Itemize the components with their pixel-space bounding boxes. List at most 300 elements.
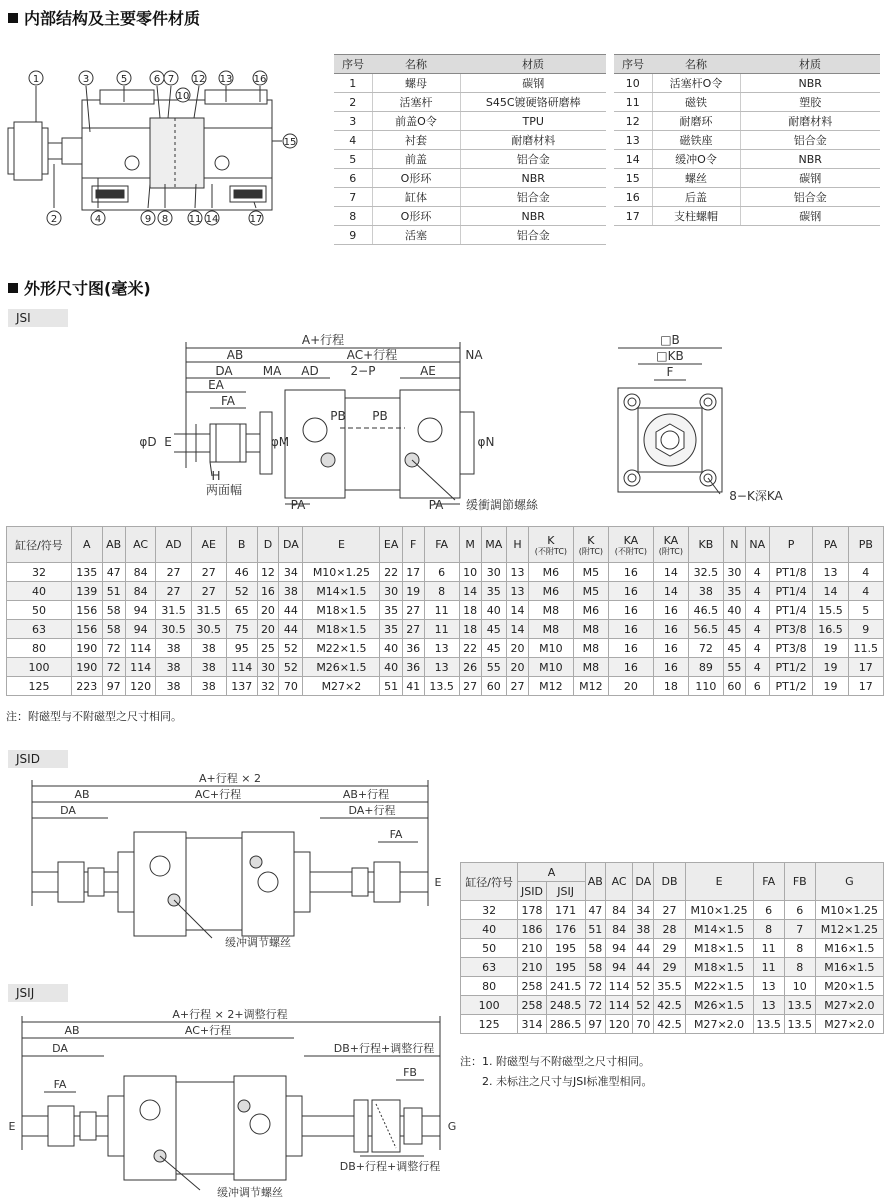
table-cell: 38 <box>156 677 191 696</box>
table-cell: 47 <box>585 901 605 920</box>
material-name: O形环 <box>372 169 460 188</box>
material-spec: 碳钢 <box>460 74 606 93</box>
material-row <box>334 112 606 131</box>
table-cell: M10 <box>528 639 573 658</box>
table-cell: M10×1.25 <box>815 901 883 920</box>
table-row <box>7 582 884 601</box>
table-cell: 44 <box>279 601 303 620</box>
table-cell: 63 <box>7 620 72 639</box>
table-cell: 35 <box>380 601 402 620</box>
table-cell: 18 <box>653 677 688 696</box>
table-cell: 4 <box>848 563 883 582</box>
table-cell: 94 <box>125 601 156 620</box>
material-name: 螺母 <box>372 74 460 93</box>
material-row <box>614 131 880 150</box>
table-cell: 40 <box>461 920 518 939</box>
table-cell: 31.5 <box>156 601 191 620</box>
table-cell: M8 <box>528 620 573 639</box>
svg-text:2−P: 2−P <box>350 364 376 378</box>
table-cell: 41 <box>402 677 424 696</box>
material-no: 7 <box>334 188 372 207</box>
material-name: 磁铁 <box>652 93 740 112</box>
table-cell: M6 <box>528 582 573 601</box>
svg-text:16: 16 <box>253 74 267 85</box>
internal-structure-diagram <box>0 58 310 238</box>
svg-text:φD: φD <box>139 435 157 449</box>
svg-text:A+行程 × 2: A+行程 × 2 <box>199 772 261 785</box>
svg-text:12: 12 <box>192 74 206 85</box>
table-cell: 97 <box>585 1015 605 1034</box>
table-cell: 45 <box>724 620 746 639</box>
table-cell: 27 <box>191 582 226 601</box>
table-cell: 45 <box>481 620 507 639</box>
table-cell: 58 <box>585 939 605 958</box>
table-cell: 52 <box>633 977 654 996</box>
table-cell: 32 <box>7 563 72 582</box>
table-cell: M22×1.5 <box>685 977 753 996</box>
table-cell: 135 <box>71 563 102 582</box>
svg-text:FA: FA <box>220 394 236 408</box>
svg-text:φN: φN <box>477 435 495 449</box>
svg-text:MA: MA <box>262 364 282 378</box>
svg-text:AC+行程: AC+行程 <box>346 348 398 362</box>
table-cell: 114 <box>226 658 257 677</box>
material-no: 17 <box>614 207 652 226</box>
svg-text:11: 11 <box>188 214 202 225</box>
table-cell: M26×1.5 <box>685 996 753 1015</box>
material-spec: 碳钢 <box>740 169 880 188</box>
table-cell: 27 <box>654 901 685 920</box>
table-cell: 210 <box>518 958 546 977</box>
table-cell: 171 <box>546 901 585 920</box>
jsi-side-view-diagram <box>130 328 550 514</box>
material-name: 支柱螺帽 <box>652 207 740 226</box>
column-header: AD <box>156 527 191 563</box>
table-cell: 13 <box>507 582 529 601</box>
table-cell: 11 <box>753 958 784 977</box>
svg-text:E: E <box>164 435 172 449</box>
material-name: 衬套 <box>372 131 460 150</box>
table-cell: 60 <box>724 677 746 696</box>
table-cell: 13 <box>507 563 529 582</box>
material-no: 11 <box>614 93 652 112</box>
table-cell: 84 <box>606 920 633 939</box>
table-row <box>7 601 884 620</box>
table-cell: M16×1.5 <box>815 958 883 977</box>
table-cell: 65 <box>226 601 257 620</box>
table-cell: 10 <box>459 563 481 582</box>
table-cell: 35.5 <box>654 977 685 996</box>
table-cell: 27 <box>507 677 529 696</box>
column-header: 缸径/符号 <box>7 527 72 563</box>
table-row <box>7 620 884 639</box>
table-cell: 30 <box>257 658 279 677</box>
table-cell: 16 <box>608 601 653 620</box>
table-cell: 38 <box>688 582 723 601</box>
table-cell: 11 <box>424 601 459 620</box>
table-cell: 11 <box>424 620 459 639</box>
material-spec: 碳钢 <box>740 207 880 226</box>
table-cell: 10 <box>784 977 815 996</box>
table-cell: 52 <box>279 639 303 658</box>
table-cell: M6 <box>528 563 573 582</box>
table-row <box>461 920 884 939</box>
table-cell: M20×1.5 <box>815 977 883 996</box>
table-cell: 11 <box>753 939 784 958</box>
material-name: 后盖 <box>652 188 740 207</box>
table-row <box>461 977 884 996</box>
column-header: H <box>507 527 529 563</box>
table-cell: 16 <box>257 582 279 601</box>
table-cell: 46.5 <box>688 601 723 620</box>
note-2: 2. 未标注之尺寸与JSI标准型相同。 <box>482 1075 653 1088</box>
table-cell: M8 <box>528 601 573 620</box>
material-no: 9 <box>334 226 372 245</box>
table-cell: 27 <box>156 563 191 582</box>
column-header: FA <box>424 527 459 563</box>
table-cell: 14 <box>507 620 529 639</box>
table-cell: 34 <box>279 563 303 582</box>
table-cell: 84 <box>125 563 156 582</box>
material-row <box>334 131 606 150</box>
table-cell: 5 <box>848 601 883 620</box>
column-header: PB <box>848 527 883 563</box>
svg-text:DA+行程: DA+行程 <box>348 804 396 817</box>
table-cell: 44 <box>633 958 654 977</box>
jsi-note: 注：附磁型与不附磁型之尺寸相同。 <box>6 710 182 723</box>
material-row <box>334 150 606 169</box>
table-cell: 51 <box>585 920 605 939</box>
table-cell: 14 <box>507 601 529 620</box>
table-cell: 38 <box>156 639 191 658</box>
table-row <box>7 677 884 696</box>
table-cell: 6 <box>784 901 815 920</box>
material-row <box>614 74 880 93</box>
table2-notes: 注： 1. 附磁型与不附磁型之尺寸相同。 2. 未标注之尺寸与JSI标准型相同。 <box>460 1052 652 1092</box>
table-cell: 8 <box>784 958 815 977</box>
svg-text:F: F <box>666 365 674 379</box>
jsi-end-view-diagram <box>596 330 796 510</box>
table-cell: 16 <box>608 658 653 677</box>
material-no: 3 <box>334 112 372 131</box>
table-cell: 13 <box>813 563 848 582</box>
table-cell: 38 <box>156 658 191 677</box>
material-no: 2 <box>334 93 372 112</box>
svg-text:DA: DA <box>52 1042 68 1055</box>
table-cell: 27 <box>459 677 481 696</box>
table-cell: M8 <box>573 639 608 658</box>
table-cell: 22 <box>380 563 402 582</box>
svg-text:DA: DA <box>215 364 233 378</box>
svg-text:2: 2 <box>50 214 58 225</box>
table-cell: 55 <box>724 658 746 677</box>
table-cell: 11.5 <box>848 639 883 658</box>
table-cell: 6 <box>745 677 769 696</box>
table-cell: 52 <box>226 582 257 601</box>
table-cell: 16.5 <box>813 620 848 639</box>
table-cell: 47 <box>102 563 125 582</box>
table-cell: 16 <box>608 620 653 639</box>
svg-text:G: G <box>447 1120 457 1133</box>
material-spec: NBR <box>460 169 606 188</box>
table-cell: 72 <box>585 977 605 996</box>
table-cell: 210 <box>518 939 546 958</box>
table-cell: 17 <box>848 677 883 696</box>
svg-text:NA: NA <box>465 348 483 362</box>
table-cell: 27 <box>191 563 226 582</box>
table-cell: 72 <box>102 658 125 677</box>
table-cell: 100 <box>7 658 72 677</box>
table-cell: 114 <box>125 658 156 677</box>
table-cell: 38 <box>633 920 654 939</box>
table-cell: 195 <box>546 939 585 958</box>
table-cell: 72 <box>585 996 605 1015</box>
column-header: AE <box>191 527 226 563</box>
jsid-diagram <box>8 766 448 960</box>
material-spec: S45C镀硬铬研磨棒 <box>460 93 606 112</box>
table-row <box>7 563 884 582</box>
svg-text:DB+行程+调整行程: DB+行程+调整行程 <box>333 1042 435 1055</box>
material-no: 16 <box>614 188 652 207</box>
table-cell: 8 <box>753 920 784 939</box>
table-cell: 30.5 <box>191 620 226 639</box>
table-cell: 13.5 <box>784 996 815 1015</box>
table-cell: M18×1.5 <box>303 620 380 639</box>
table-cell: M22×1.5 <box>303 639 380 658</box>
column-header: AC <box>125 527 156 563</box>
table-cell: 16 <box>608 582 653 601</box>
table-cell: 35 <box>481 582 507 601</box>
table-cell: 19 <box>402 582 424 601</box>
material-spec: 铝合金 <box>740 131 880 150</box>
table-cell: PT3/8 <box>769 620 813 639</box>
table-cell: PT1/2 <box>769 677 813 696</box>
material-name: 活塞杆O令 <box>652 74 740 93</box>
material-row <box>334 93 606 112</box>
svg-text:两面幅: 两面幅 <box>205 483 243 497</box>
table-cell: 16 <box>608 563 653 582</box>
material-row <box>614 93 880 112</box>
column-header: M <box>459 527 481 563</box>
table-cell: 178 <box>518 901 546 920</box>
table-cell: 84 <box>125 582 156 601</box>
table-cell: 18 <box>459 620 481 639</box>
svg-text:E: E <box>8 1120 16 1133</box>
table-cell: M10 <box>528 658 573 677</box>
table-cell: 6 <box>753 901 784 920</box>
table-cell: 46 <box>226 563 257 582</box>
svg-text:8: 8 <box>161 214 169 225</box>
table-cell: 38 <box>191 639 226 658</box>
table-cell: 56.5 <box>688 620 723 639</box>
table-cell: 16 <box>608 639 653 658</box>
table-row <box>461 901 884 920</box>
table-cell: 36 <box>402 639 424 658</box>
square-bullet-icon <box>8 13 18 23</box>
material-name: 耐磨环 <box>652 112 740 131</box>
table-cell: M27×2.0 <box>685 1015 753 1034</box>
table-cell: 51 <box>102 582 125 601</box>
table-cell: 13.5 <box>753 1015 784 1034</box>
material-no: 12 <box>614 112 652 131</box>
column-header: KA (不附TC) <box>608 527 653 563</box>
material-name: 活塞 <box>372 226 460 245</box>
svg-text:FB: FB <box>403 1066 417 1079</box>
table-cell: 20 <box>507 639 529 658</box>
column-header: B <box>226 527 257 563</box>
material-spec: 铝合金 <box>460 188 606 207</box>
table-cell: 114 <box>125 639 156 658</box>
table-cell: 4 <box>848 582 883 601</box>
column-header: KA (附TC) <box>653 527 688 563</box>
table-cell: M27×2 <box>303 677 380 696</box>
table-cell: 195 <box>546 958 585 977</box>
column-header: P <box>769 527 813 563</box>
table-cell: M12 <box>573 677 608 696</box>
material-no: 4 <box>334 131 372 150</box>
table-cell: 6 <box>424 563 459 582</box>
table-row <box>461 996 884 1015</box>
table-cell: 44 <box>279 620 303 639</box>
svg-text:AC+行程: AC+行程 <box>194 788 242 801</box>
table-cell: 50 <box>7 601 72 620</box>
table-cell: 139 <box>71 582 102 601</box>
column-header: F <box>402 527 424 563</box>
material-row <box>334 188 606 207</box>
table-cell: 17 <box>402 563 424 582</box>
table-cell: 190 <box>71 658 102 677</box>
table-cell: 31.5 <box>191 601 226 620</box>
section-internal-structure-title: 内部结构及主要零件材质 <box>8 6 200 29</box>
table-cell: 27 <box>402 601 424 620</box>
material-spec: TPU <box>460 112 606 131</box>
column-header: DA <box>279 527 303 563</box>
table-cell: 29 <box>654 958 685 977</box>
material-row <box>334 169 606 188</box>
table-cell: 16 <box>653 639 688 658</box>
table-cell: 94 <box>606 958 633 977</box>
table-cell: 38 <box>191 677 226 696</box>
column-header: N <box>724 527 746 563</box>
material-spec: 铝合金 <box>740 188 880 207</box>
table-cell: 58 <box>585 958 605 977</box>
table-cell: PT3/8 <box>769 639 813 658</box>
svg-text:DB+行程+调整行程: DB+行程+调整行程 <box>339 1160 441 1173</box>
material-name: 前盖O令 <box>372 112 460 131</box>
table-cell: 27 <box>156 582 191 601</box>
material-name: 缓冲O令 <box>652 150 740 169</box>
svg-text:14: 14 <box>205 214 219 225</box>
table-cell: M12×1.25 <box>815 920 883 939</box>
table-cell: 44 <box>633 939 654 958</box>
svg-text:DA: DA <box>60 804 76 817</box>
table-cell: 30 <box>481 563 507 582</box>
table-cell: M10×1.25 <box>303 563 380 582</box>
table-cell: 120 <box>606 1015 633 1034</box>
material-spec: 耐磨材料 <box>460 131 606 150</box>
material-row <box>334 74 606 93</box>
table-cell: M16×1.5 <box>815 939 883 958</box>
svg-text:A+行程 × 2+调整行程: A+行程 × 2+调整行程 <box>172 1008 288 1021</box>
svg-text:AB: AB <box>64 1024 80 1037</box>
table-cell: 20 <box>257 601 279 620</box>
table-cell: 29 <box>654 939 685 958</box>
material-row <box>614 207 880 226</box>
material-no: 10 <box>614 74 652 93</box>
material-spec: 铝合金 <box>460 226 606 245</box>
table-cell: 28 <box>654 920 685 939</box>
material-no: 13 <box>614 131 652 150</box>
table-cell: 30.5 <box>156 620 191 639</box>
jsij-diagram <box>4 1000 464 1200</box>
table-cell: 4 <box>745 601 769 620</box>
table-cell: 186 <box>518 920 546 939</box>
materials-table-left: 序号 名称 材质 1 螺母 碳钢 2 活塞杆 S45C镀硬铬研磨棒 3 前盖O令 TPU 4 衬套 耐磨材料 5 前盖 铝合金 6 O形环 NBR 7 缸体 铝合金 8 O形环 NBR 9 活塞 铝合金 <box>334 54 606 245</box>
table-cell: 120 <box>125 677 156 696</box>
table-cell: M8 <box>573 620 608 639</box>
material-row <box>614 112 880 131</box>
table-row <box>461 1015 884 1034</box>
svg-text:7: 7 <box>167 74 175 85</box>
material-spec: 耐磨材料 <box>740 112 880 131</box>
material-row <box>614 150 880 169</box>
svg-text:17: 17 <box>249 214 263 225</box>
table-cell: 17 <box>848 658 883 677</box>
table-cell: 45 <box>724 639 746 658</box>
column-header: A <box>71 527 102 563</box>
table-cell: 97 <box>102 677 125 696</box>
table-cell: 14 <box>653 582 688 601</box>
table-cell: 20 <box>507 658 529 677</box>
material-row <box>614 188 880 207</box>
table-cell: 38 <box>191 658 226 677</box>
table-cell: 51 <box>380 677 402 696</box>
table-cell: 63 <box>461 958 518 977</box>
svg-text:4: 4 <box>94 214 102 225</box>
table-cell: 13 <box>753 977 784 996</box>
svg-text:AB: AB <box>226 348 244 362</box>
svg-text:FA: FA <box>389 828 403 841</box>
column-header: K (附TC) <box>573 527 608 563</box>
table-cell: 114 <box>606 977 633 996</box>
material-name: 磁铁座 <box>652 131 740 150</box>
svg-text:H: H <box>211 469 221 483</box>
table-cell: 36 <box>402 658 424 677</box>
column-header: PA <box>813 527 848 563</box>
column-header: NA <box>745 527 769 563</box>
table-cell: 38 <box>279 582 303 601</box>
table-cell: M26×1.5 <box>303 658 380 677</box>
table-cell: 18 <box>459 601 481 620</box>
table-cell: 58 <box>102 601 125 620</box>
table-cell: M14×1.5 <box>685 920 753 939</box>
material-row <box>614 169 880 188</box>
table-cell: 34 <box>633 901 654 920</box>
table-cell: 80 <box>7 639 72 658</box>
material-row <box>334 207 606 226</box>
table-row <box>461 958 884 977</box>
svg-text:PB: PB <box>330 409 346 423</box>
table-cell: 40 <box>7 582 72 601</box>
table-cell: 4 <box>745 563 769 582</box>
table-cell: 258 <box>518 996 546 1015</box>
table-cell: 22 <box>459 639 481 658</box>
table-cell: M12 <box>528 677 573 696</box>
svg-text:3: 3 <box>82 74 90 85</box>
material-name: 前盖 <box>372 150 460 169</box>
jsid-tag: JSID <box>8 750 68 768</box>
column-header: EA <box>380 527 402 563</box>
